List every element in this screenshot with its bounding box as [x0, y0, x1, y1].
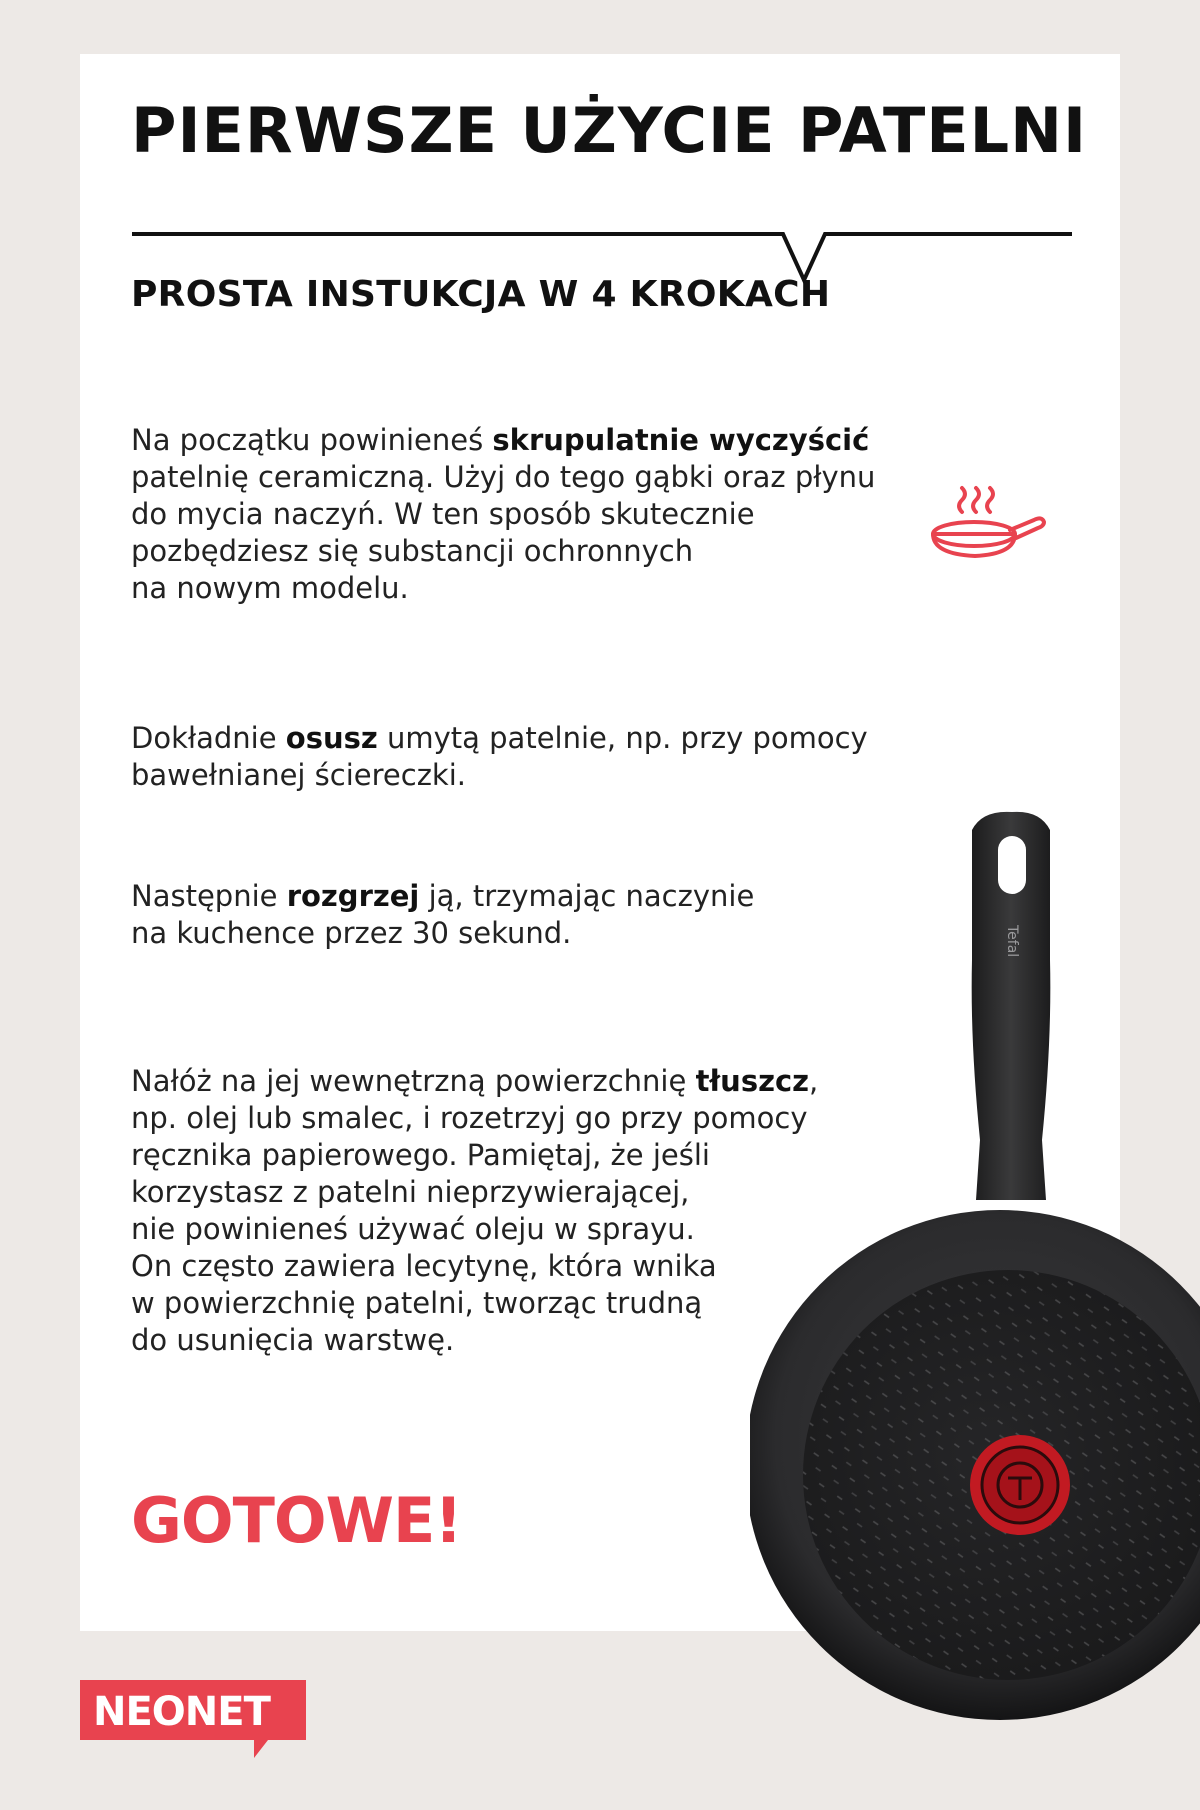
- step-text: On często zawiera lecytynę, która wnika: [131, 1249, 717, 1283]
- step-3-text: [131, 878, 771, 952]
- step-text: Nałóż na jej wewnętrzną powierzchnię: [131, 1064, 696, 1098]
- page-subtitle: PROSTA INSTUKCJA W 4 KROKACH: [131, 274, 831, 315]
- step-line: [131, 1063, 831, 1100]
- step-text: np. olej lub smalec, i rozetrzyj go przy pomocy: [131, 1101, 808, 1135]
- done-label: GOTOWE!: [131, 1484, 462, 1557]
- step-text: ją, trzymając naczynie: [419, 879, 755, 913]
- step-line: [131, 720, 868, 757]
- step-1-text: [131, 422, 876, 607]
- step-line: [131, 1211, 831, 1248]
- step-line: [131, 422, 870, 459]
- step-line: [131, 533, 831, 570]
- logo-text: NEONET: [93, 1689, 270, 1735]
- step-text: do usunięcia warstwę.: [131, 1323, 455, 1357]
- step-line: [131, 1174, 831, 1211]
- step-text: nie powinieneś używać oleju w sprayu.: [131, 1212, 695, 1246]
- step-text: ,: [809, 1064, 819, 1098]
- step-line: [131, 1248, 831, 1285]
- step-text: Dokładnie: [131, 721, 286, 755]
- step-text: na nowym modelu.: [131, 571, 409, 605]
- step-text: korzystasz z patelni nieprzywierającej,: [131, 1175, 690, 1209]
- step-line: [131, 1137, 831, 1174]
- step-text: Następnie: [131, 879, 287, 913]
- step-line: [131, 1100, 831, 1137]
- step-line: [131, 570, 831, 607]
- step-text: ręcznika papierowego. Pamiętaj, że jeśli: [131, 1138, 710, 1172]
- neonet-logo: [80, 1680, 310, 1760]
- step-keyword: skrupulatnie wyczyścić: [492, 423, 870, 457]
- step-text: w powierzchnię patelni, tworząc trudną: [131, 1286, 703, 1320]
- step-keyword: osusz: [285, 721, 378, 755]
- step-line: [131, 496, 831, 533]
- frying-pan-photo: [750, 810, 1200, 1810]
- step-2-text: [131, 720, 868, 794]
- step-text: pozbędziesz się substancji ochronnych: [131, 534, 694, 568]
- handle-brand-text: Tefal: [1004, 925, 1020, 958]
- step-text: na kuchence przez 30 sekund.: [131, 916, 572, 950]
- step-keyword: tłuszcz: [695, 1064, 810, 1098]
- step-text: do mycia naczyń. W ten sposób skutecznie: [131, 497, 755, 531]
- step-line: [131, 915, 771, 952]
- step-text: umytą patelnie, np. przy pomocy: [377, 721, 868, 755]
- step-text: patelnię ceramiczną. Użyj do tego gąbki oraz płynu: [131, 460, 876, 494]
- step-line: [131, 1322, 831, 1359]
- step-text: bawełnianej ściereczki.: [131, 758, 467, 792]
- step-line: [131, 878, 771, 915]
- step-line: [131, 459, 876, 496]
- frying-pan-steam-icon: [930, 474, 1050, 574]
- page-title: PIERWSZE UŻYCIE PATELNI: [131, 94, 1088, 167]
- step-line: [131, 1285, 831, 1322]
- step-line: [131, 757, 851, 794]
- step-keyword: rozgrzej: [286, 879, 420, 913]
- step-4-text: [131, 1063, 831, 1359]
- step-text: Na początku powinieneś: [131, 423, 493, 457]
